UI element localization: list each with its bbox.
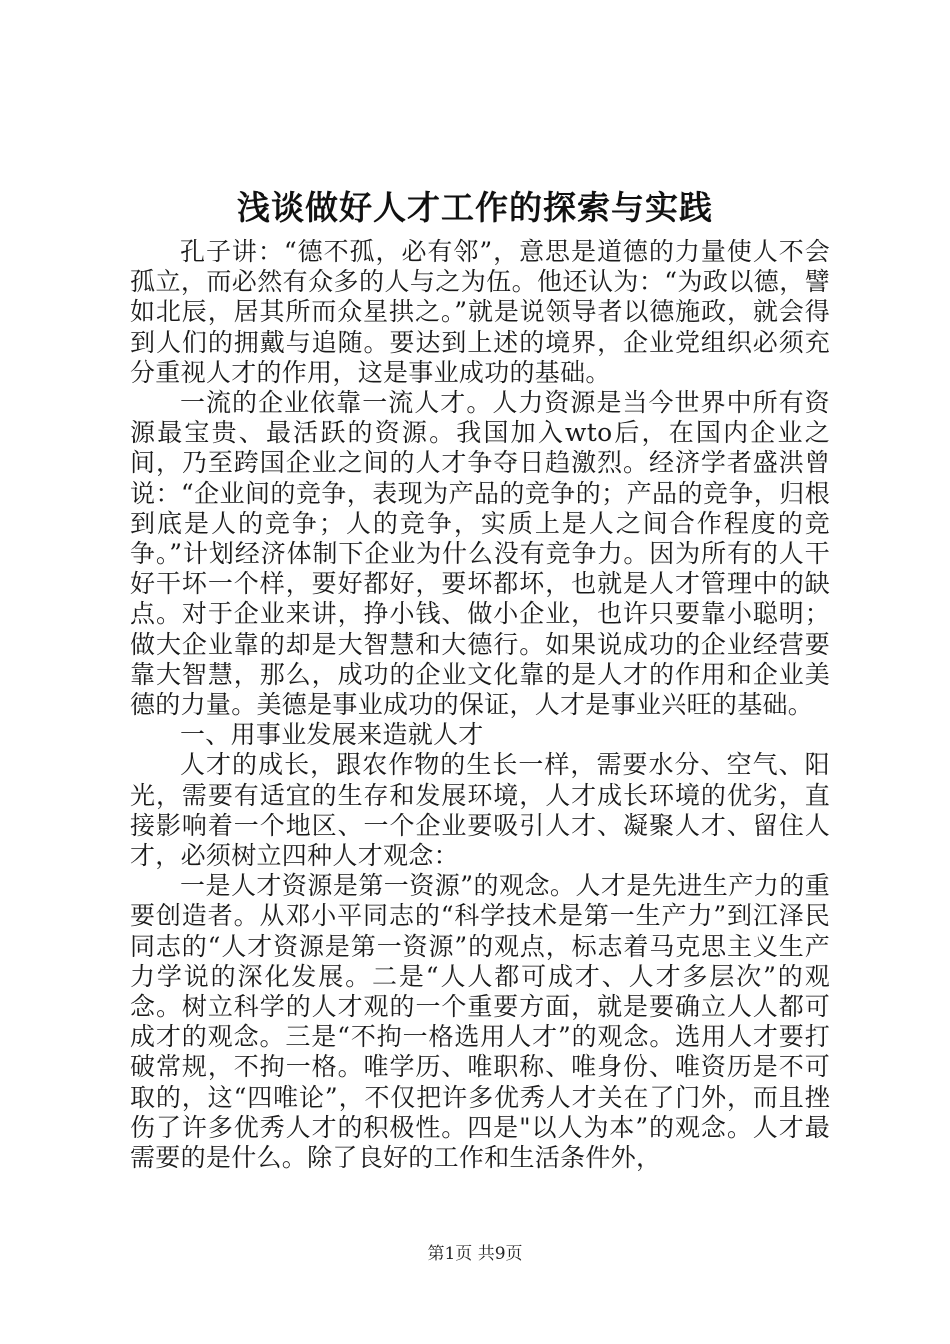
section-heading: 一、用事业发展来造就人才 <box>180 720 484 750</box>
paragraph-1: 孔子讲：“德不孤，必有邻”，意思是道德的力量使人不会孤立，而必然有众多的人与之为伍。他还认为：“为政以德，譬如北辰，居其所而众星拱之。”就是说领导者以德施政，就会得到人们的拥戴与追随。要达到上述的境界，企业党组织必须充分重视人才的作用，这是事业成功的基础。 <box>130 237 830 387</box>
document-body <box>130 237 830 1173</box>
paragraph-3: 人才的成长，跟农作物的生长一样，需要水分、空气、阳光，需要有适宜的生存和发展环境，人才成长环境的优劣，直接影响着一个地区、一个企业要吸引人才、凝聚人才、留住人才，必须树立四种人才观念： <box>130 750 830 871</box>
document-title: 浅谈做好人才工作的探索与实践 <box>237 188 713 227</box>
paragraph-2: 一流的企业依靠一流人才。人力资源是当今世界中所有资源最宝贵、最活跃的资源。我国加入wto后，在国内企业之间，乃至跨国企业之间的人才争夺日趋激烈。经济学者盛洪曾说：“企业间的竞争，表现为产品的竞争的；产品的竞争，归根到底是人的竞争；人的竞争，实质上是人之间合作程度的竞争。”计划经济体制下企业为什么没有竞争力。因为所有的人干好干坏一个样，要好都好，要坏都坏，也就是人才管理中的缺点。对于企业来讲，挣小钱、做小企业，也许只要靠小聪明；做大企业靠的却是大智慧和大德行。如果说成功的企业经营要靠大智慧，那么，成功的企业文化靠的是人才的作用和企业美德的力量。美德是事业成功的保证，人才是事业兴旺的基础。 <box>130 388 830 720</box>
paragraph-4: 一是人才资源是第一资源”的观念。人才是先进生产力的重要创造者。从邓小平同志的“科学技术是第一生产力”到江泽民同志的“人才资源是第一资源”的观点，标志着马克思主义生产力学说的深化发展。二是“人人都可成才、人才多层次”的观念。树立科学的人才观的一个重要方面，就是要确立人人都可成才的观念。三是“不拘一格选用人才”的观念。选用人才要打破常规，不拘一格。唯学历、唯职称、唯身份、唯资历是不可取的，这“四唯论”，不仅把许多优秀人才关在了门外，而且挫伤了许多优秀人才的积极性。四是"以人为本”的观念。人才最需要的是什么。除了良好的工作和生活条件外， <box>130 871 830 1173</box>
page-footer: 第1页 共9页 <box>427 1244 523 1264</box>
